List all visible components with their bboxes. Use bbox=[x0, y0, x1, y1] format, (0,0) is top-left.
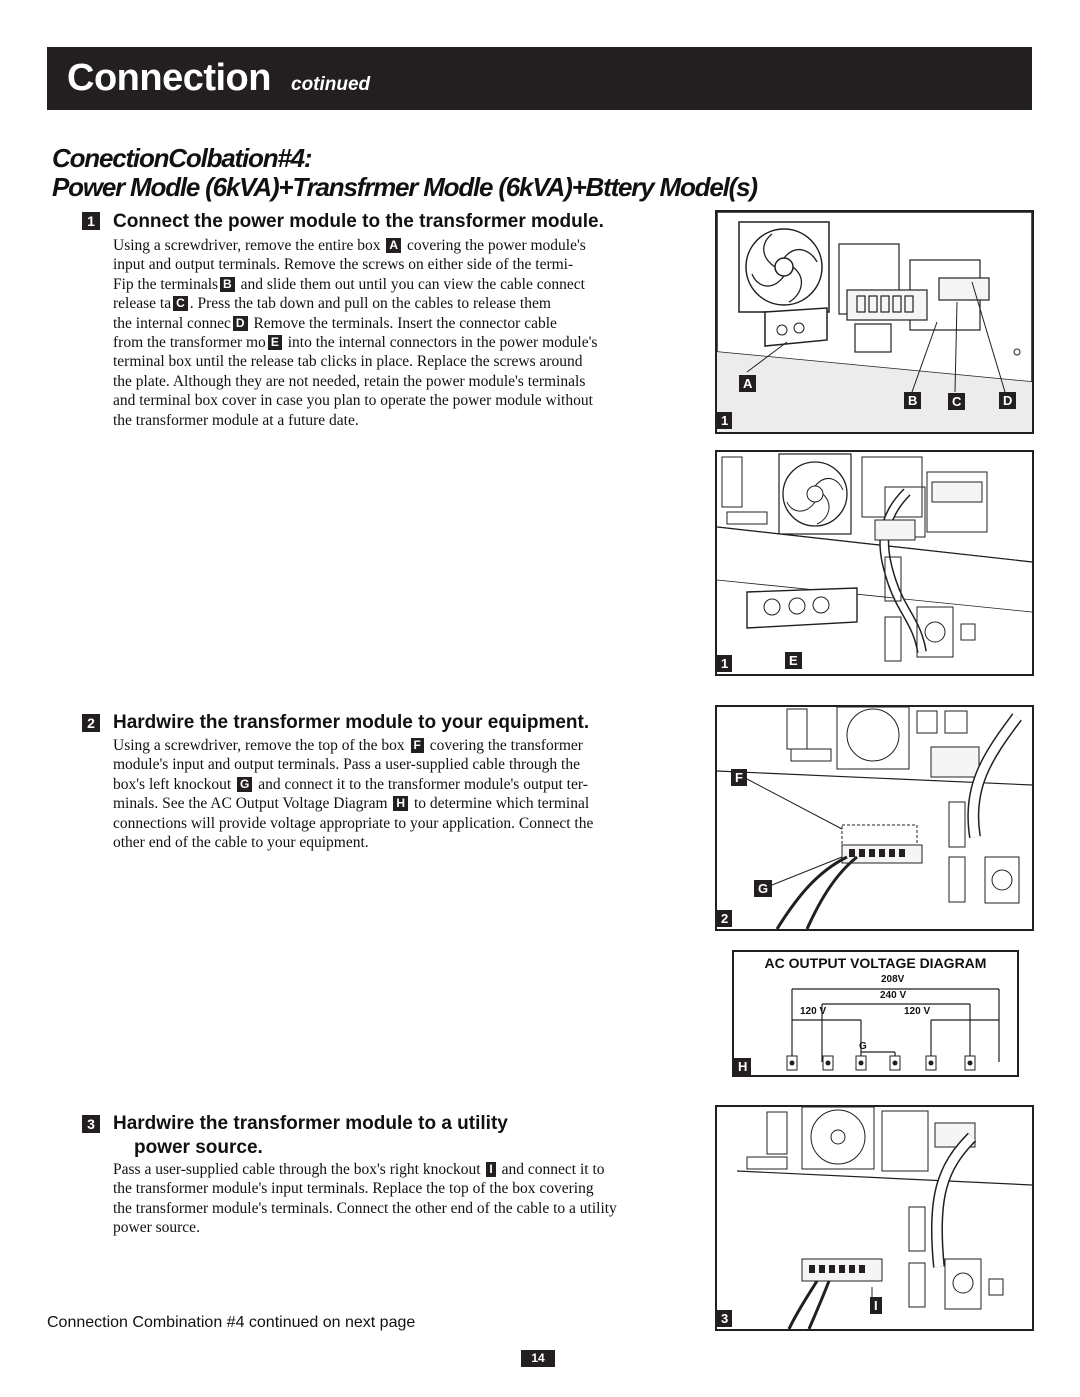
figure-4-input-wiring bbox=[715, 1105, 1034, 1331]
step-2-line bbox=[113, 814, 713, 833]
step-2-line bbox=[113, 755, 713, 774]
figure-2-illustration bbox=[717, 452, 1032, 674]
step-2-body bbox=[113, 736, 713, 852]
step-2-line bbox=[113, 736, 713, 755]
step-text-fragment: and connect it to the transformer module's output ter- bbox=[254, 775, 588, 793]
step-text-fragment: Using a screwdriver, remove the top of the box bbox=[113, 737, 409, 754]
callout-badge-g: G bbox=[237, 777, 252, 792]
step-3-line bbox=[113, 1218, 713, 1237]
ac-output-voltage-diagram bbox=[732, 950, 1019, 1077]
step-1-line bbox=[113, 372, 713, 391]
step-text-fragment: release ta bbox=[113, 295, 172, 313]
figure-2-transformer-connection bbox=[715, 450, 1034, 676]
callout-badge-e: E bbox=[268, 335, 282, 350]
step-text-fragment: minals. See the AC Output Voltage Diagram bbox=[113, 795, 392, 813]
figure-1-label-d: D bbox=[999, 392, 1016, 409]
step-1-line bbox=[113, 391, 713, 410]
section-header-bar bbox=[47, 47, 1032, 110]
figure-3-label-g: G bbox=[754, 880, 772, 897]
callout-badge-b: B bbox=[220, 277, 235, 292]
voltage-label-120v-left: 120 V bbox=[800, 1006, 827, 1017]
voltage-diagram-lines bbox=[734, 952, 1017, 1075]
figure-1-number: 1 bbox=[717, 412, 732, 429]
step-2-line bbox=[113, 833, 713, 852]
step-3-number: 3 bbox=[82, 1115, 100, 1133]
step-3-line bbox=[113, 1160, 713, 1179]
step-text-fragment: input and output terminals. Remove the screws on either side of the termi- bbox=[113, 256, 574, 274]
figure-3-label-f: F bbox=[731, 769, 747, 786]
figure-1-terminal-removal bbox=[715, 210, 1034, 434]
step-text-fragment: box's left knockout bbox=[113, 775, 236, 793]
step-1-body bbox=[113, 236, 713, 430]
step-3-line bbox=[113, 1179, 713, 1198]
step-text-fragment: the internal connec bbox=[113, 314, 231, 332]
step-2-line bbox=[113, 775, 713, 794]
step-text-fragment: . Press the tab down and pull on the cables to release them bbox=[189, 295, 551, 313]
step-1-line bbox=[113, 275, 713, 294]
step-text-fragment: power source. bbox=[113, 1219, 200, 1237]
step-1-line bbox=[113, 411, 713, 430]
step-2-line bbox=[113, 794, 713, 813]
step-text-fragment: and slide them out until you can view the cable connect bbox=[236, 275, 585, 293]
voltage-label-ground: G bbox=[859, 1041, 867, 1052]
step-1-line bbox=[113, 352, 713, 371]
step-text-fragment: Pass a user-supplied cable through the box's right knockout bbox=[113, 1161, 485, 1178]
callout-badge-c: C bbox=[173, 296, 188, 311]
section-subtitle: cotinued bbox=[291, 74, 371, 95]
step-text-fragment: Using a screwdriver, remove the entire box bbox=[113, 237, 385, 254]
continued-note: Connection Combination #4 continued on next page bbox=[47, 1314, 416, 1331]
figure-1-label-c: C bbox=[948, 393, 965, 410]
combination-models: Power Modle (6kVA)+Transfrmer Modle (6kVA)+Bttery Model(s) bbox=[52, 172, 757, 202]
figure-3-output-wiring bbox=[715, 705, 1034, 931]
step-text-fragment: to determine which terminal bbox=[410, 795, 590, 813]
combination-heading: ConectionColbation#4: bbox=[52, 143, 312, 173]
step-1-line bbox=[113, 236, 713, 255]
step-3-title-line1: Hardwire the transformer module to a utility bbox=[113, 1113, 508, 1134]
step-text-fragment: module's input and output terminals. Pass a user-supplied cable through the bbox=[113, 756, 580, 774]
step-text-fragment: from the transformer mo bbox=[113, 334, 266, 352]
figure-2-number: 1 bbox=[717, 655, 732, 672]
section-title: Connection bbox=[67, 57, 271, 99]
step-text-fragment: other end of the cable to your equipment. bbox=[113, 834, 369, 852]
voltage-diagram-title: AC OUTPUT VOLTAGE DIAGRAM bbox=[764, 955, 987, 971]
callout-badge-a: A bbox=[386, 238, 401, 253]
figure-4-illustration bbox=[717, 1107, 1032, 1329]
voltage-diagram-tag: H bbox=[734, 1058, 751, 1075]
step-text-fragment: covering the power module's bbox=[403, 237, 586, 254]
step-1-line bbox=[113, 255, 713, 274]
callout-badge-d: D bbox=[233, 316, 248, 331]
step-3-body bbox=[113, 1160, 713, 1238]
step-text-fragment: and terminal box cover in case you plan to operate the power module without bbox=[113, 392, 593, 410]
callout-badge-i: I bbox=[486, 1162, 495, 1177]
step-text-fragment: Fip the terminals bbox=[113, 275, 219, 293]
step-1-line bbox=[113, 294, 713, 313]
step-1-title: Connect the power module to the transformer module. bbox=[113, 211, 604, 232]
voltage-label-208v: 208V bbox=[881, 974, 905, 985]
step-text-fragment: the transformer module's terminals. Connect the other end of the cable to a utility bbox=[113, 1199, 617, 1217]
figure-4-number: 3 bbox=[717, 1310, 732, 1327]
step-1-line bbox=[113, 314, 713, 333]
step-text-fragment: Remove the terminals. Insert the connector cable bbox=[249, 314, 557, 332]
step-text-fragment: the transformer module's input terminals. Replace the top of the box covering bbox=[113, 1180, 594, 1198]
figure-1-label-a: A bbox=[739, 375, 756, 392]
figure-1-illustration bbox=[717, 212, 1032, 432]
step-text-fragment: the plate. Although they are not needed, retain the power module's terminals bbox=[113, 372, 586, 390]
page-number: 14 bbox=[521, 1350, 555, 1367]
step-text-fragment: terminal box until the release tab clicks in place. Replace the screws around bbox=[113, 353, 583, 371]
step-1-number: 1 bbox=[82, 212, 100, 230]
step-text-fragment: the transformer module at a future date. bbox=[113, 411, 359, 429]
step-2-number: 2 bbox=[82, 714, 100, 732]
step-2-title: Hardwire the transformer module to your equipment. bbox=[113, 712, 590, 733]
callout-badge-f: F bbox=[411, 738, 424, 753]
step-3-line bbox=[113, 1199, 713, 1218]
figure-1-label-b: B bbox=[904, 392, 921, 409]
voltage-label-120v-right: 120 V bbox=[904, 1006, 931, 1017]
step-text-fragment: covering the transformer bbox=[425, 737, 583, 754]
voltage-label-240v: 240 V bbox=[880, 990, 907, 1001]
step-3-title-line2: power source. bbox=[134, 1137, 263, 1158]
step-text-fragment: and connect it to bbox=[497, 1161, 605, 1178]
step-1-line bbox=[113, 333, 713, 352]
figure-3-number: 2 bbox=[717, 910, 732, 927]
figure-4-label-i: I bbox=[870, 1297, 882, 1314]
callout-badge-h: H bbox=[393, 796, 408, 811]
figure-2-label-e: E bbox=[785, 652, 802, 669]
step-text-fragment: into the internal connectors in the power module's bbox=[283, 334, 598, 352]
step-text-fragment: connections will provide voltage appropriate to your application. Connect the bbox=[113, 814, 594, 832]
